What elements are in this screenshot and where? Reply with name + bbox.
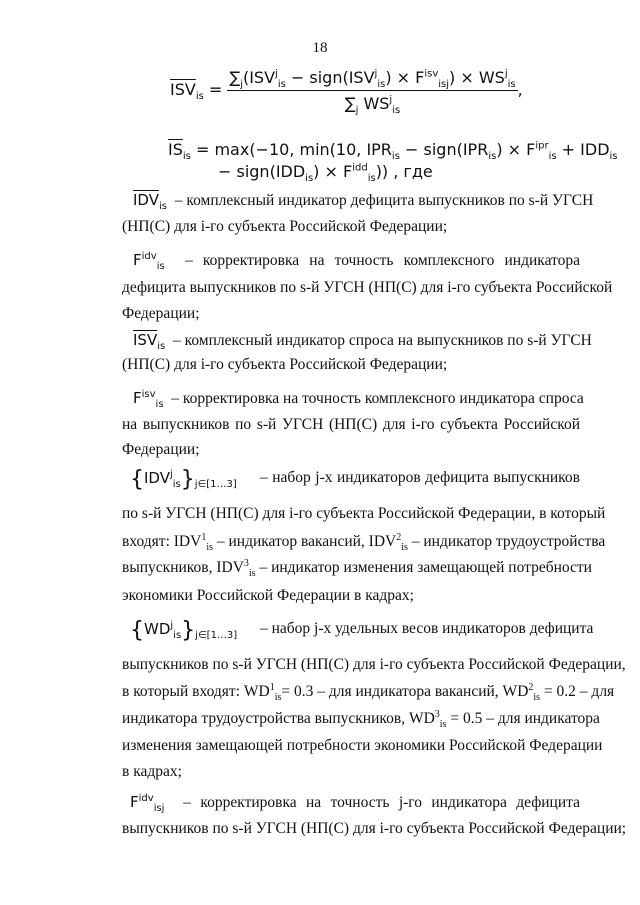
definition-fidv-line3: Федерации; — [122, 305, 200, 322]
definition-isv-line2: (НП(С) для i-го субъекта Российской Федерации; — [122, 356, 448, 373]
formula-is-line1: $\overline{IS}_{is} = \max(-10$, min(10, $IPR_{is}$ − $sign(IPR_{is}) \times F^{ipr}_{is} + IDD_{is}$ — [168, 140, 618, 163]
definition-idv-set-line1: $\{IDV^j_{is}\}_{j\in[1\dots 3]}$ – набор j-x индикаторов дефицита выпускников — [130, 467, 580, 492]
definition-fidv-j-line2: выпускников по s-й УГСН (НП(С) для i-го субъекта Российской Федерации; — [122, 820, 627, 837]
definition-idv-set-line4: выпускников, $IDV^3_{is}$ – индикатор изменения замещающей потребности — [122, 557, 592, 580]
definition-fidv-j-line1: $F^{idv}_{isj}$ – корректировка на точность j-го индикатора дефицита — [130, 793, 580, 814]
formula-is-line2: − $sign(IDD_{is}) \times F^{idd}_{is}$)) , где — [218, 162, 433, 185]
definition-wd-set-line3: в который входят: $WD^1_{is}= 0.3$ – для индикатора вакансий, $WD^2_{is} = 0.2$ – для — [122, 681, 615, 704]
definition-isv-line1: $\overline{ISV}_{is}$ – комплексный индикатор спроса на выпускников по s-й УГСН — [133, 331, 592, 352]
definition-fisv-line1: $F^{isv}_{is}$ – корректировка на точность комплексного индикатора спроса — [133, 389, 584, 410]
definition-wd-set-line4: индикатора трудоустройства выпускников, $WD^3_{is} = 0.5$ – для индикатора — [122, 708, 600, 731]
definition-fisv-line2: на выпускников по s-й УГСН (НП(С) для i-го субъекта Российской — [122, 416, 580, 433]
page-number: 18 — [312, 40, 328, 56]
definition-fidv-line2: дефицита выпускников по s-й УГСН (НП(С) для i-го субъекта Российской — [122, 279, 613, 296]
formula-isv: $\overline{ISV}_{is}$ = $\frac{\sum_j(ISV^j_{is} - sign(ISV^j_{is}) \times F^{isv}_{isj}) \times WS^j_{is}}{\sum_j WS^j_{is}}$ , — [170, 68, 523, 117]
definition-idv-line2: (НП(С) для i-го субъекта Российской Федерации; — [122, 218, 448, 235]
definition-fisv-line3: Федерации; — [122, 441, 200, 458]
definition-idv-set-line5: экономики Российской Федерации в кадрах; — [122, 587, 414, 604]
definition-wd-set-line5: изменения замещающей потребности экономики Российской Федерации — [122, 737, 603, 754]
definition-idv-set-line3: входят: $IDV^1_{is}$ – индикатор вакансий, $IDV^2_{is}$ – индикатор трудоустройства — [122, 531, 606, 554]
definition-fidv-line1: $F^{idv}_{is}$ – корректировка на точность комплексного индикатора — [133, 251, 581, 272]
definition-idv-line1: $\overline{IDV}_{is}$ – комплексный индикатор дефицита выпускников по s-й УГСН — [133, 191, 594, 212]
definition-wd-set-line6: в кадрах; — [122, 763, 182, 780]
definition-wd-set-line1: $\{WD^j_{is}\}_{j\in[1\dots 3]}$ – набор j-x удельных весов индикаторов дефицита — [130, 618, 594, 643]
definition-wd-set-line2: выпускников по s-й УГСН (НП(С) для i-го субъекта Российской Федерации, — [122, 656, 626, 673]
definition-idv-set-line2: по s-й УГСН (НП(С) для i-го субъекта Российской Федерации, в который — [122, 505, 606, 522]
